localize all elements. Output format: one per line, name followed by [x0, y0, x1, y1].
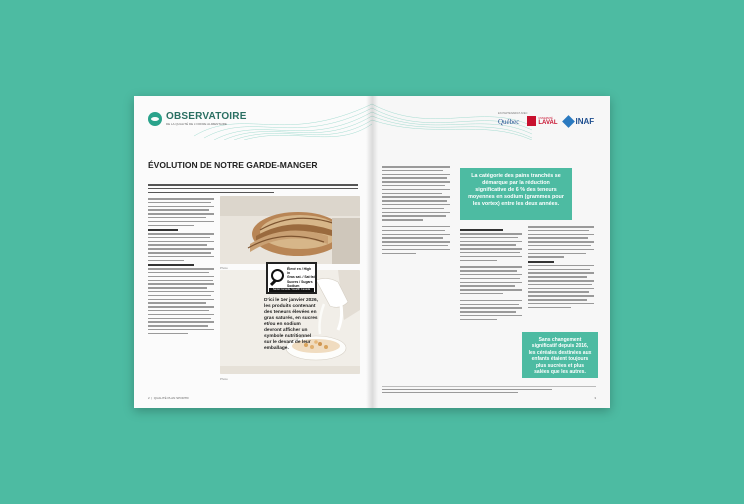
logo-subtitle: DE LA QUALITÉ DE L'OFFRE ALIMENTAIRE: [166, 122, 227, 126]
highlight-callout-cereal: Sans changement significatif depuis 2016, les céréales destinées aux enfants étaient toujours plus sucrées et plus salées que les autres.: [522, 332, 598, 378]
page-fold-shadow: [366, 96, 378, 408]
lead-paragraph: [148, 184, 358, 195]
quebec-logo: Québec: [498, 118, 520, 126]
partner-logos: [498, 112, 595, 126]
body-text-column-5: [460, 226, 522, 323]
section-subheading: [528, 261, 554, 263]
body-text-column-4: [382, 166, 450, 256]
front-label-note: D'ici le 1er janvier 2026, les produits contenant des teneurs élevées en gras saturés, en sucres et/ou en sodium devront afficher un symbole nutritionnel sur le devant de leur emballage.: [264, 298, 318, 351]
partners-prefix: EN PARTENARIAT AVEC: [498, 112, 528, 115]
symbol-footer-bar: Santé Canada / Health Canada: [269, 288, 314, 292]
photo-caption: Photo: [220, 377, 228, 381]
bread-photo: [220, 196, 360, 264]
body-text-column-6: [528, 226, 594, 310]
laval-crest-icon: [527, 116, 536, 126]
inaf-logo: INAF: [564, 117, 595, 126]
highlight-callout-bread: La catégorie des pains tranchés se démarque par la réduction significative de 6 % des teneurs moyennes en sodium (grammes pour les vortex) entre les deux années.: [460, 168, 572, 220]
observatoire-logo: [148, 112, 247, 126]
left-page-number: 2: [148, 396, 150, 400]
left-footer-magazine: QUALITÉ PLAN SPORTIF: [153, 396, 190, 400]
section-subheading: [148, 264, 194, 266]
magazine-spread: [134, 96, 610, 408]
section-subheading: [460, 229, 503, 231]
article-title: ÉVOLUTION DE NOTRE GARDE-MANGER: [148, 160, 318, 170]
photo-caption: Photo: [220, 266, 228, 270]
inaf-mark-icon: [562, 115, 575, 128]
left-footer: 2 | QUALITÉ PLAN SPORTIF: [148, 396, 190, 400]
section-subheading: [148, 229, 178, 231]
logo-title: OBSERVATOIRE: [166, 111, 247, 122]
footnotes: [382, 389, 552, 394]
footnote-divider: [382, 386, 596, 387]
body-text-column-1: [148, 198, 214, 337]
right-footer: [594, 396, 596, 400]
front-of-package-symbol: [266, 262, 317, 294]
laval-logo: UNIVERSITÉ LAVAL: [527, 116, 557, 126]
eye-logo-icon: [148, 112, 162, 126]
symbol-text: Élevé en / High in Gras sat. / Sat fat Sucres / Sugars Sodium: [287, 267, 315, 288]
right-page: [372, 96, 610, 408]
right-page-number: 3: [594, 396, 596, 400]
left-page: [134, 96, 372, 408]
